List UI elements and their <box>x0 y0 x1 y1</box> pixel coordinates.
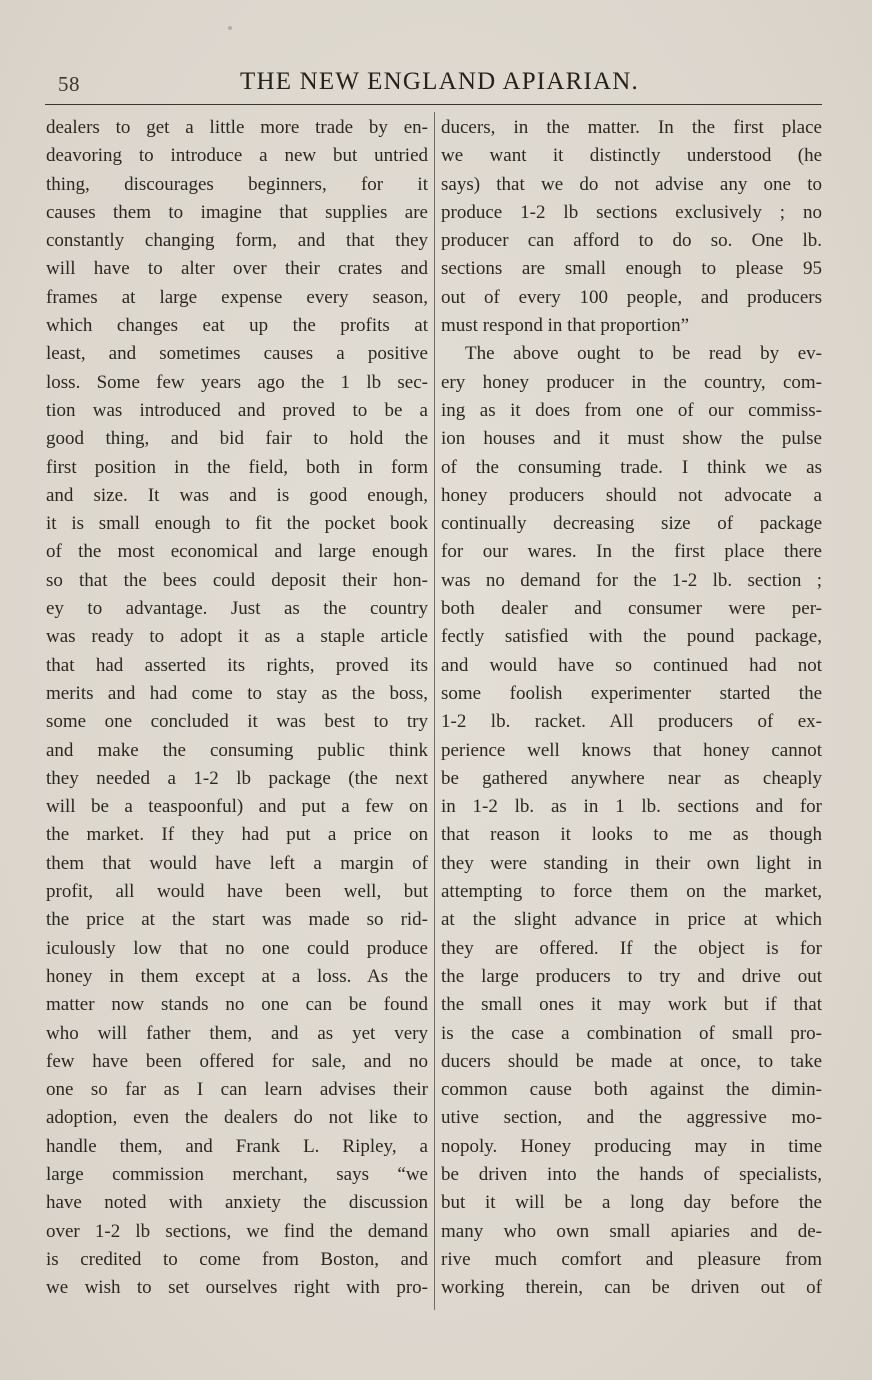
text-line: utive section, and the aggressive mo- <box>441 1107 822 1129</box>
text-line: one so far as I can learn advises their <box>46 1079 428 1101</box>
text-line: over 1-2 lb sections, we find the demand <box>46 1220 428 1242</box>
text-line: continually decreasing size of package <box>441 513 822 535</box>
text-line: dealers to get a little more trade by en- <box>46 117 428 138</box>
text-line: tion was introduced and proved to be a <box>46 399 428 421</box>
text-line: deavoring to introduce a new but untried <box>46 145 428 167</box>
text-line: thing, discourages beginners, for it <box>46 173 428 195</box>
running-title: THE NEW ENGLAND APIARIAN. <box>240 68 639 95</box>
text-line: large commission merchant, says “we <box>46 1163 428 1185</box>
text-line: nopoly. Honey producing may in time <box>441 1135 822 1157</box>
text-line: attempting to force them on the market, <box>441 881 822 903</box>
text-line: working therein, can be driven out of <box>441 1277 822 1299</box>
text-line: fectly satisfied with the pound package, <box>441 626 822 648</box>
text-line: out of every 100 people, and producers <box>441 286 822 308</box>
text-line: 1-2 lb. racket. All producers of ex- <box>441 711 822 733</box>
text-line: the price at the start was made so rid- <box>46 909 428 931</box>
text-line: producer can afford to do so. One lb. <box>441 230 822 252</box>
text-line: we want it distinctly understood (he <box>441 145 822 167</box>
text-line: adoption, even the dealers do not like to <box>46 1107 428 1129</box>
text-line: they are offered. If the object is for <box>441 937 822 959</box>
text-line: frames at large expense every season, <box>46 286 428 308</box>
text-line: and would have so continued had not <box>441 654 822 676</box>
text-line: which changes eat up the profits at <box>46 315 428 337</box>
text-line: some one concluded it was best to try <box>46 711 428 733</box>
text-line: must respond in that proportion” <box>441 315 690 337</box>
text-line: of the consuming trade. I think we as <box>441 456 822 478</box>
text-line: handle them, and Frank L. Ripley, a <box>46 1135 428 1157</box>
text-line: was ready to adopt it as a staple article <box>46 626 428 648</box>
right-column <box>441 114 822 1302</box>
text-line: common cause both against the dimin- <box>441 1079 822 1101</box>
text-line: is credited to come from Boston, and <box>46 1248 428 1270</box>
text-line: ducers, in the matter. In the first place <box>441 117 822 138</box>
text-line: but it will be a long day before the <box>441 1192 822 1214</box>
text-line: merits and had come to stay as the boss, <box>46 682 428 704</box>
text-line: it is small enough to fit the pocket book <box>46 513 428 535</box>
text-line: sections are small enough to please 95 <box>441 258 822 280</box>
text-line: profit, all would have been well, but <box>46 881 428 903</box>
text-line: ery honey producer in the country, com- <box>441 371 822 393</box>
text-line: who will father them, and as yet very <box>46 1022 428 1044</box>
column-divider <box>434 112 435 1310</box>
text-line: the small ones it may work but if that <box>441 994 822 1016</box>
page-number: 58 <box>58 72 80 96</box>
text-line: causes them to imagine that supplies are <box>46 201 428 223</box>
text-line: matter now stands no one can be found <box>46 994 428 1016</box>
text-line: they were standing in their own light in <box>441 852 822 874</box>
text-line: many who own small apiaries and de- <box>441 1220 822 1242</box>
text-line: ing as it does from one of our commiss- <box>441 399 822 421</box>
text-line: the market. If they had put a price on <box>46 824 428 846</box>
text-line: so that the bees could deposit their hon- <box>46 569 428 591</box>
text-line: will be a teaspoonful) and put a few on <box>46 796 428 818</box>
text-line: they needed a 1-2 lb package (the next <box>46 767 428 789</box>
text-line: first position in the field, both in form <box>46 456 428 478</box>
text-line: honey in them except at a loss. As the <box>46 965 428 987</box>
paper-speck <box>228 26 232 30</box>
text-line: few have been offered for sale, and no <box>46 1050 428 1072</box>
text-line: we wish to set ourselves right with pro- <box>46 1277 428 1299</box>
text-line: good thing, and bid fair to hold the <box>46 428 428 450</box>
text-line: of the most economical and large enough <box>46 541 428 563</box>
text-line: have noted with anxiety the discussion <box>46 1192 428 1214</box>
paragraph-start-line: The above ought to be read by ev- <box>465 343 822 365</box>
text-line: them that would have left a margin of <box>46 852 428 874</box>
text-line: ion houses and it must show the pulse <box>441 428 822 450</box>
header-rule <box>45 104 822 105</box>
text-line: rive much comfort and pleasure from <box>441 1248 822 1270</box>
page-header <box>58 68 822 100</box>
text-line: loss. Some few years ago the 1 lb sec- <box>46 371 428 393</box>
text-line: will have to alter over their crates and <box>46 258 428 280</box>
text-line: for our wares. In the first place there <box>441 541 822 563</box>
text-line: that had asserted its rights, proved its <box>46 654 428 676</box>
text-line: at the slight advance in price at which <box>441 909 822 931</box>
text-line: least, and sometimes causes a positive <box>46 343 428 365</box>
text-line: constantly changing form, and that they <box>46 230 428 252</box>
text-line: some foolish experimenter started the <box>441 682 822 704</box>
text-line: in 1-2 lb. as in 1 lb. sections and for <box>441 796 822 818</box>
text-line: ducers should be made at once, to take <box>441 1050 822 1072</box>
left-column <box>46 114 428 1302</box>
text-line: be driven into the hands of specialists, <box>441 1163 822 1185</box>
text-line: and size. It was and is good enough, <box>46 484 428 506</box>
text-line: iculously low that no one could produce <box>46 937 428 959</box>
text-line: produce 1-2 lb sections exclusively ; no <box>441 201 822 223</box>
text-line: honey producers should not advocate a <box>441 484 822 506</box>
text-line: the large producers to try and drive out <box>441 965 822 987</box>
text-line: perience well knows that honey cannot <box>441 739 822 761</box>
text-line: and make the consuming public think <box>46 739 428 761</box>
text-line: is the case a combination of small pro- <box>441 1022 822 1044</box>
text-line: that reason it looks to me as though <box>441 824 822 846</box>
text-line: was no demand for the 1-2 lb. section ; <box>441 569 822 591</box>
text-line: says) that we do not advise any one to <box>441 173 822 195</box>
text-line: be gathered anywhere near as cheaply <box>441 767 822 789</box>
text-line: ey to advantage. Just as the country <box>46 598 428 620</box>
text-line: both dealer and consumer were per- <box>441 598 822 620</box>
